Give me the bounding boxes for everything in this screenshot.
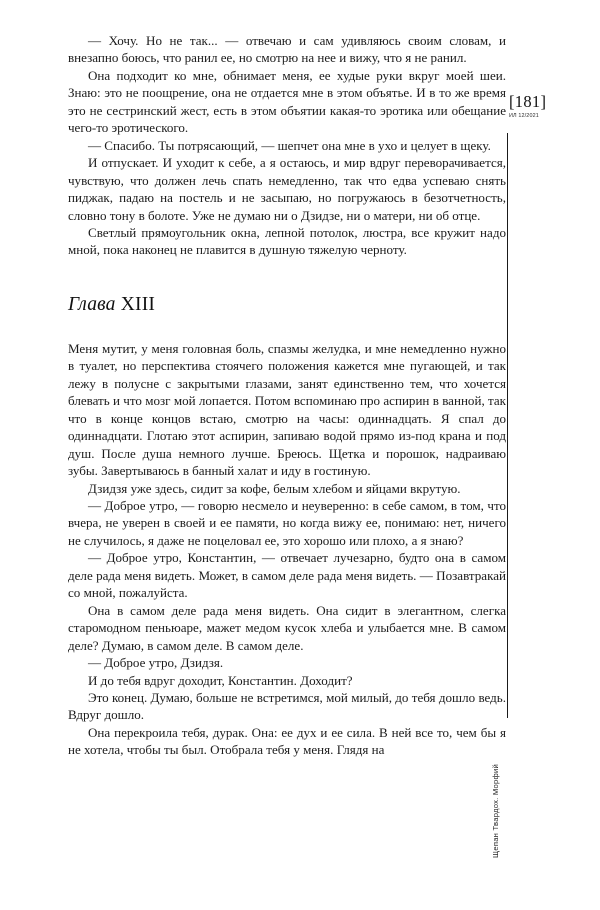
running-title-text: Щепан Твардох. Морфий xyxy=(491,764,500,858)
paragraph: — Доброе утро, Дзидзя. xyxy=(88,655,224,671)
folio-block xyxy=(509,93,589,120)
paragraph: — Хочу. Но не так... — отвечаю и сам удивляюсь своим словам, и внезапно боюсь, что ранил ее, но смотрю на нее и вижу, что я не ранил. xyxy=(68,33,506,66)
paragraph: Светлый прямоугольник окна, лепной потолок, люстра, все кружит надо мной, пока наконец не плавится в душную тяжелую черноту. xyxy=(68,224,506,258)
paragraph: — Доброе утро, — говорю несмело и неуверенно: в себе самом, в том, что вчера, не уверен в своей и ее памяти, но когда вижу ее, понимаю: нет, ничего не случилось, я даже не поцеловал ее, это хорошо или плохо, а я знаю? xyxy=(68,497,506,548)
text-column xyxy=(68,32,506,759)
paragraph: Она перекроила тебя, дурак. Она: ее дух и ее сила. В ней все то, чем бы я не хотела, чтобы ты был. Отобрала тебя у меня. Глядя на xyxy=(68,724,506,758)
paragraph: — Спасибо. Ты потрясающий, — шепчет она мне в ухо и целует в щеку. xyxy=(88,137,491,153)
paragraph: — Доброе утро, Константин, — отвечает лучезарно, будто она в самом деле рада меня видеть. Может, в самом деле рада меня видеть. — Позавтракай со мной, пожалуйста. xyxy=(68,550,506,601)
margin-vertical-rule xyxy=(507,133,508,718)
spacer xyxy=(68,259,506,293)
journal-issue-label: ИЛ 12/2021 xyxy=(509,113,539,119)
page-number: [181] xyxy=(509,92,547,111)
paragraph: И до тебя вдруг доходит, Константин. Доходит? xyxy=(88,672,353,688)
spacer xyxy=(68,317,506,340)
paragraph: Это конец. Думаю, больше не встретимся, мой милый, до тебя дошло ведь. Вдруг дошло. xyxy=(68,689,506,723)
paragraph: Она подходит ко мне, обнимает меня, ее худые руки вкруг моей шеи. Знаю: это не поощрение, она не отдается мне в этом объятье. И в то же время это не сестринский жест, есть в этом объятии какая-то эротика или обещание чего-то эротического. xyxy=(68,67,506,136)
paragraph: Меня мутит, у меня головная боль, спазмы желудка, и мне немедленно нужно в туалет, но перспектива стоячего положения кажется мне пугающей, и так лежу в полусне с закрытыми глазами, занят единственно тем, что хочется блевать и что мозг мой лопается. Потом вспоминаю про аспирин в ванной, так что в конце концов встаю, смотрю на часы: одиннадцать. Я спал до одиннадцати. Глотаю этот аспирин, запиваю водой прямо из-под крана и под душ. После душа немного лучше. Бреюсь. Щетка и порошок, надраиваю зубы. Завертываюсь в банный халат и иду в гостиную. xyxy=(68,340,506,479)
paragraph: И отпускает. И уходит к себе, а я остаюсь, и мир вдруг переворачивается, чувствую, что должен лечь спать немедленно, так что едва успеваю снять пиджак, падаю на постель и не засыпаю, но погружаюсь в безотчетность, словно тону в болоте. Уже не думаю ни о Дзидзе, ни о матери, ни об отце. xyxy=(68,155,506,223)
chapter-heading xyxy=(68,293,506,317)
paragraph: Дзидзя уже здесь, сидит за кофе, белым хлебом и яйцами вкрутую. xyxy=(88,480,461,496)
chapter-heading-numeral: XIII xyxy=(120,293,156,315)
paragraph: Она в самом деле рада меня видеть. Она сидит в элегантном, слегка старомодном пеньюаре, мажет медом кусок хлеба и улыбается мне. В самом деле? Думаю, в самом деле. В самом деле. xyxy=(68,602,506,653)
chapter-heading-word: Глава xyxy=(68,293,116,315)
